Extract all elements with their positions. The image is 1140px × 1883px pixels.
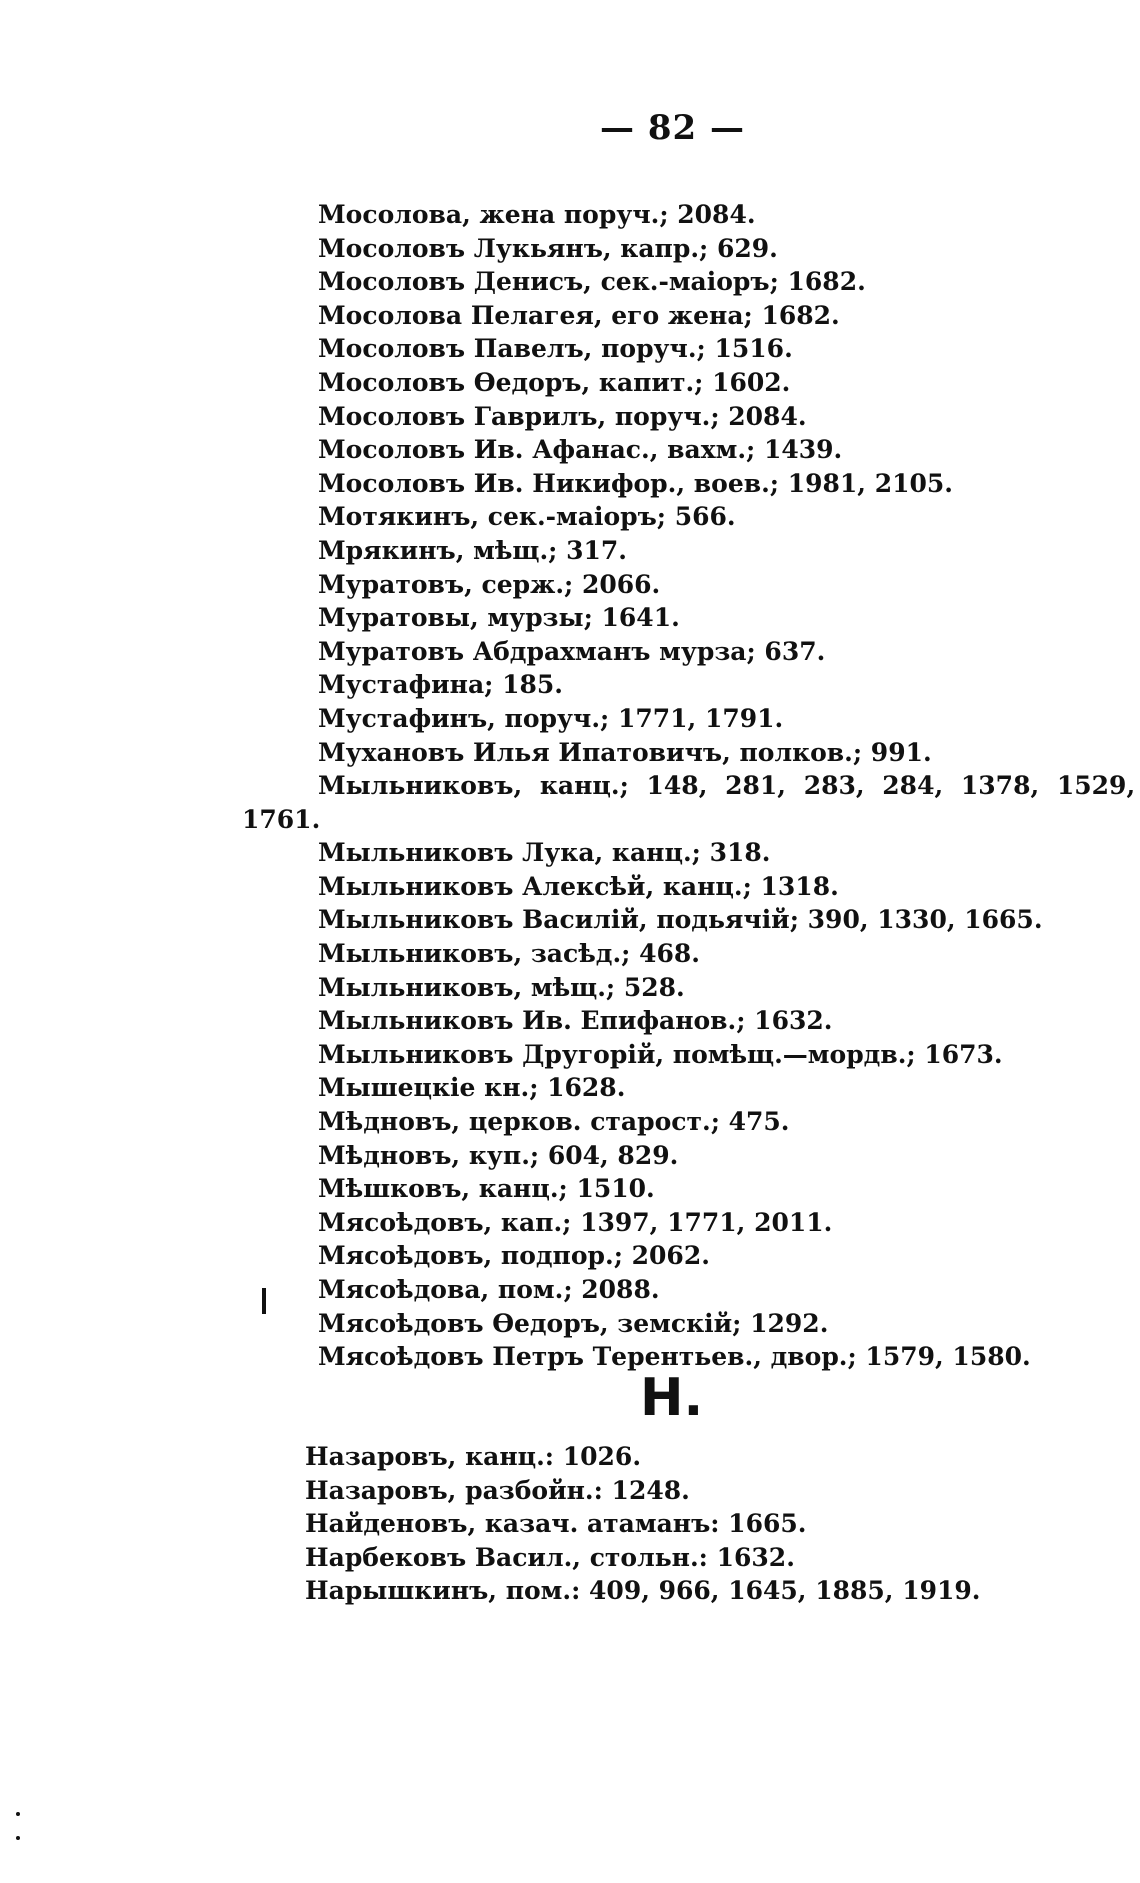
index-entry: Мустафина; 185. [318,670,563,700]
index-entry: Мыльниковъ Лука, канц.; 318. [318,838,771,868]
margin-mark [262,1288,266,1314]
index-entry: Мѣдновъ, куп.; 604, 829. [318,1140,679,1170]
index-entry-continuation: 1761. [242,804,321,834]
index-entry: Мыльниковъ Василій, подьячій; 390, 1330, 1665. [318,905,1043,935]
index-entry: Мѣдновъ, церков. старост.; 475. [318,1107,790,1137]
index-entry: Мясоѣдовъ, подпор.; 2062. [318,1241,710,1271]
index-entry: Мыльниковъ Другорій, помѣщ.—мордв.; 1673. [318,1039,1003,1069]
index-entry: Мустафинъ, поруч.; 1771, 1791. [318,703,784,733]
index-entry: Мыльниковъ, канц.; 148, 281, 283, 284, 1378, 1529, [318,771,1136,801]
index-entry: Мясоѣдовъ, кап.; 1397, 1771, 2011. [318,1207,833,1237]
index-entry: Мосоловъ Ѳедоръ, капит.; 1602. [318,367,791,397]
index-entry: Мосоловъ Павелъ, поруч.; 1516. [318,334,793,364]
index-entry: Мосоловъ Гаврилъ, поруч.; 2084. [318,401,807,431]
index-entry: Мрякинъ, мѣщ.; 317. [318,535,627,565]
index-entry: Мясоѣдовъ Петръ Терентьев., двор.; 1579, 1580. [318,1342,1031,1372]
index-entry: Мосоловъ Лукьянъ, капр.; 629. [318,233,778,263]
index-entry: Назаровъ, канц.: 1026. [305,1442,642,1471]
index-entry: Мѣшковъ, канц.; 1510. [318,1174,655,1204]
index-entry: Мосоловъ Ив. Афанас., вахм.; 1439. [318,435,843,465]
index-entries-n [305,1440,1085,1608]
index-entry: Нарбековъ Васил., стольн.: 1632. [305,1542,795,1572]
index-entry: Муратовы, мурзы; 1641. [318,603,680,633]
index-entry: Мыльниковъ, засѣд.; 468. [318,939,700,969]
index-entries-m [242,198,1136,1374]
index-entry: Муратовъ, серж.; 2066. [318,569,661,599]
index-entry: Мосоловъ Денисъ, сек.-маіоръ; 1682. [318,267,866,297]
index-entry: Муратовъ Абдрахманъ мурза; 637. [318,636,826,666]
margin-dot [16,1836,20,1840]
index-entry: Назаровъ, разбойн.: 1248. [305,1475,690,1505]
index-entry: Мыльниковъ Алексѣй, канц.; 1318. [318,871,839,901]
index-entry: Мыльниковъ Ив. Епифанов.; 1632. [318,1006,833,1036]
index-entry: Мотякинъ, сек.-маіоръ; 566. [318,502,736,532]
index-entry: Мосолова Пелагея, его жена; 1682. [318,300,840,330]
index-entry: Найденовъ, казач. атаманъ: 1665. [305,1509,807,1539]
index-entry: Мясоѣдовъ Ѳедоръ, земскій; 1292. [318,1308,829,1338]
section-letter: Н. [640,1368,704,1428]
index-entry: Мосолова, жена поруч.; 2084. [318,200,756,229]
margin-dot [16,1812,20,1816]
index-entry: Мухановъ Илья Ипатовичъ, полков.; 991. [318,737,932,767]
page-number: — 82 — [600,108,745,148]
index-entry: Мясоѣдова, пом.; 2088. [318,1275,660,1304]
index-entry: Мосоловъ Ив. Никифор., воев.; 1981, 2105. [318,468,953,498]
index-entry: Мыльниковъ, мѣщ.; 528. [318,972,685,1002]
index-entry: Мышецкіе кн.; 1628. [318,1073,626,1103]
index-entry: Нарышкинъ, пом.: 409, 966, 1645, 1885, 1919. [305,1576,981,1606]
